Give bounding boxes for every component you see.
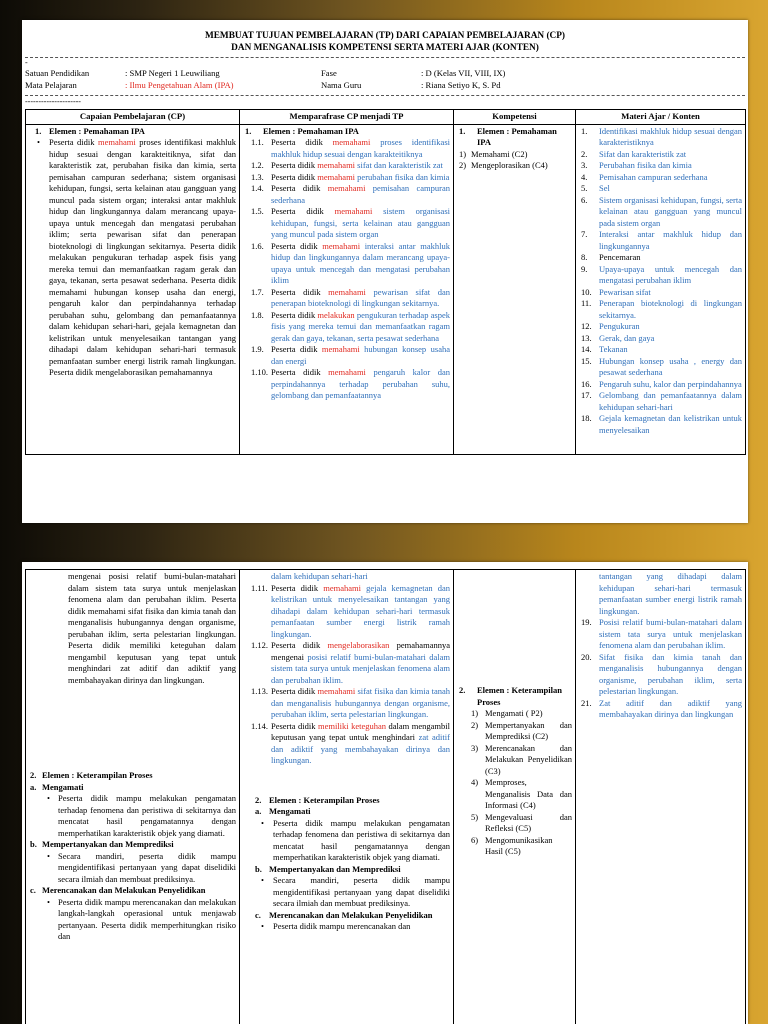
kompetensi-item-number: 2): [459, 160, 467, 170]
tp-continued-text: dalam kehidupan sehari-hari: [271, 571, 368, 581]
materi-item-text: Zat aditif dan adiktif yang membahayakan dirinya dan lingkungan: [599, 697, 742, 719]
tp-item: [243, 344, 450, 367]
materi-item: [579, 379, 742, 391]
cp-cell: [26, 124, 240, 454]
komp-element-2-heading: 2. Elemen : Keterampilan Proses: [459, 685, 562, 707]
tp-item-verb: memahami: [328, 286, 366, 297]
tp-item-text: Peserta didik: [271, 309, 318, 320]
materi-item-text: Sifat fisika dan kimia tanah dan menganalisis hubungannya dengan organisme, perubahan iklim, serta pelestarian lingkungan.: [599, 651, 742, 696]
tp-item-verb: memahami: [317, 171, 356, 182]
tp-item-content: posisi relatif bumi-bulan-matahari dalam sistem tata surya untuk menjelaskan fenomena alam dan perubahan iklim.: [271, 651, 450, 685]
kompetensi-item-text: Mengevaluasi dan Refleksi (C5): [485, 811, 572, 833]
materi-item: [579, 183, 742, 195]
document-meta: [25, 67, 745, 97]
header-materi: Materi Ajar / Konten: [576, 110, 746, 125]
tp-item-text: Peserta didik: [271, 344, 322, 354]
materi-item-text: Upaya-upaya untuk mencegah dan mengatasi perubahan iklim: [599, 263, 742, 285]
materi-item-number: 1.: [581, 125, 588, 136]
fase-label: Fase: [321, 68, 337, 78]
kompetensi-item: [457, 777, 572, 812]
tp-item-verb: memahami: [328, 367, 366, 377]
materi-item-number: 8.: [581, 252, 588, 262]
tp-item-number: 1.13.: [251, 686, 268, 696]
document-page-2: [22, 562, 748, 1024]
tp-item-number: 1.1.: [251, 137, 264, 147]
cp-tp-table: [25, 109, 746, 455]
cp-tp-table-continued: [25, 569, 746, 1024]
cp-paragraph: • Peserta didik memahami proses identifikasi makhluk hidup sesuai dengan karakteitiknya, sifat dan karakteristik zat, perubahan fisika dan kimia, serta pemisahan campuran sederhana; sistem organisasi kehidupan, fungsi, serta kelainan atau gangguan yang muncul pada sistem organ; interaksi antar makhluk hidup dan lingkungannya dalam merancang upaya-upaya untuk mencegah dan mengatasi perubahan iklim; serta pewarisan sifat dan penerapan bioteknologi di lingkungan sekitarnya. Peserta didik melakukan pengukuran terhadap aspek fisis yang mereka temui dan memanfaatkan ragam gerak dan gaya, tekanan, serta pesawat sederhana. Peserta didik memahami hubungan konsep usaha dan energi, pengaruh kalor dan perpindahannya terhadap perubahan suhu, gelombang dan pemanfaatannya dalam kehidupan sehari-hari, gejala kemagnetan dan kelistrikan untuk menyelesaikan tantangan yang dihadapi dalam kehidupan sehari-hari termasuk pemanfaatan sumber energi listrik ramah lingkungan. Peserta didik mengelaborasikan pemahamannya: [37, 137, 236, 377]
tp-item-text: Peserta didik: [271, 160, 318, 170]
tp-item-number: 1.5.: [251, 206, 264, 216]
tp-item-number: 1.4.: [251, 183, 264, 193]
cp-sub-c-text: • Peserta didik mampu merencanakan dan melakukan langkah-langkah operasional untuk menjawab pertanyaan. Peserta didik memperhitungkan risiko dan: [47, 896, 236, 941]
kompetensi-item: [457, 812, 572, 835]
tp-item: [243, 183, 450, 206]
tp-element-2-heading: 2. Elemen : Keterampilan Proses: [255, 794, 380, 805]
materi-item-number: 19.: [581, 617, 592, 627]
kompetensi-item-text: Mempertanyakan dan Memprediksi (C2): [485, 719, 572, 741]
materi-item: [579, 149, 742, 161]
materi-continued-text: tantangan yang dihadapi dalam kehidupan sehari-hari termasuk pemanfaatan sumber energi listrik ramah lingkungan.: [599, 571, 742, 616]
tp-item-verb: memahami: [323, 582, 362, 593]
kompetensi-item-text: Mengeplorasikan (C4): [471, 160, 548, 170]
tp-item-content: sifat dan karakteristik zat: [355, 160, 443, 170]
tp-item-number: 1.10.: [251, 367, 268, 377]
tp-item: [243, 367, 450, 402]
tp-item-text: Peserta didik: [271, 286, 329, 297]
tp-item-number: 1.6.: [251, 240, 264, 251]
tp-item-content: gejala kemagnetan dan kelistrikan untuk menyelesaikan tantangan yang dihadapi dalam kehidupan sehari-hari termasuk pemanfaatan sumber energi listrik ramah lingkungan.: [271, 582, 450, 639]
materi-item-text: Sistem organisasi kehidupan, fungsi, serta kelainan atau gangguan yang muncul pada sistem organ: [599, 194, 742, 228]
materi-item-number: 6.: [581, 194, 588, 205]
tp-item-text: Peserta didik: [271, 240, 323, 251]
materi-item: [579, 264, 742, 287]
tp-item-text: dalam mengambil keputusan yang tepat untuk menghindari: [271, 720, 450, 742]
tp-item-content: hubungan konsep usaha dan energi: [271, 344, 450, 366]
cp-sub-b-text: • Secara mandiri, peserta didik mampu mengidentifikasi pertanyaan yang dapat diselidiki secara ilmiah dan membuat prediksinya.: [47, 850, 236, 884]
kompetensi-list: [457, 149, 572, 172]
tp-sub-b-heading: b. Mempertanyakan dan Memprediksi: [255, 863, 401, 874]
cp-sub-c-heading: c. Merencanakan dan Melakukan Penyelidikan: [30, 885, 206, 895]
materi-item-text: Interaksi antar makhluk hidup dan lingkungannya: [599, 229, 742, 251]
tp-sub-a-text: • Peserta didik mampu melakukan pengamatan terhadap fenomena dan peristiwa di sekitarnya dan mencatat hasil pengamatannya dengan memperhatikan karakteristik objek yang diamati.: [261, 817, 450, 862]
tp-item: [243, 172, 450, 184]
materi-item-text: Pewarisan sifat: [599, 286, 651, 297]
materi-cell: [576, 124, 746, 454]
tp-item-content: perubahan fisika dan kimia: [355, 171, 450, 182]
satuan-label: Satuan Pendidikan: [25, 68, 90, 78]
tp-item-verb: memiliki keteguhan: [317, 720, 387, 731]
materi-item-number: 9.: [581, 263, 588, 274]
tp-item-number: 1.2.: [251, 160, 264, 170]
materi-item-text: Pemisahan campuran sederhana: [599, 171, 708, 182]
kompetensi-item: [457, 160, 572, 172]
materi-item: [579, 698, 742, 721]
tp-item-text: Peserta didik: [271, 686, 318, 696]
materi-item-text: Perubahan fisika dan kimia: [599, 160, 692, 170]
tp-item-content: zat aditif dan adiktif yang membahayakan dirinya dan lingkungan.: [271, 732, 450, 765]
tp-item-verb: memahami: [334, 206, 373, 216]
kompetensi-item: [457, 835, 572, 858]
materi-item-text: Hubungan konsep usaha , energy dan pesawat sederhana: [599, 355, 742, 377]
materi-item-number: 10.: [581, 286, 592, 297]
tp-item-text: pemahamannya mengenai: [271, 640, 450, 662]
document-title: MEMBUAT TUJUAN PEMBELAJARAN (TP) DARI CAPAIAN PEMBELAJARAN (CP) DAN MENGANALISIS KOMPETENSI SERTA MATERI AJAR (KONTEN): [204, 31, 566, 53]
header-cp: Capaian Pembelajaran (CP): [26, 110, 240, 125]
tp-item: [243, 206, 450, 241]
materi-item-number: 11.: [581, 298, 592, 308]
materi-list: [579, 126, 742, 437]
tp-item-content: sistem organisasi kehidupan, fungsi, serta kelainan atau gangguan yang muncul pada sistem organ: [271, 206, 450, 239]
materi-list-continued: [579, 617, 742, 721]
materi-item-number: 18.: [581, 413, 592, 423]
kompetensi-item: [457, 708, 572, 720]
tp-item-text: Peserta didik: [271, 171, 318, 182]
tp-item-verb: memahami: [317, 160, 356, 170]
tp-item: [243, 583, 450, 641]
kompetensi-item-text: Merencanakan dan Melakukan Penyelidikan (C3): [485, 742, 572, 776]
tp-item-content: sifat fisika dan kimia tanah dan menganalisis hubungannya dengan organisme, perubahan iklim, serta pelestarian lingkungan.: [271, 686, 450, 719]
cp-continued-text: mengenai posisi relatif bumi-bulan-matahari dalam sistem tata surya untuk menjelaskan fenomena alam dan perubahan iklim. Peserta didik memahami sifat fisika dan kimia tanah dan menganalisis hubungannya dengan organisme, perubahan iklim, serta pelestarian lingkungan. Peserta didik memiliki keteguhan dalam mengambil keputusan yang tepat untuk menghindari zat aditif dan adiktif yang membahayakan dirinya dan lingkungan.: [68, 571, 236, 685]
kompetensi-item: [457, 149, 572, 161]
tp-item-content: proses identifikasi makhluk hidup sesuai dengan karakteitiknya: [271, 137, 450, 159]
tp-item-verb: memahami: [317, 686, 356, 696]
kompetensi-item: [457, 720, 572, 743]
tp-item-content: interaksi antar makhluk hidup dan lingkungannya dalam merancang upaya-upaya untuk mencegah dan mengatasi perubahan iklim: [271, 240, 450, 285]
materi-item: [579, 333, 742, 345]
kompetensi-item-number: 3): [471, 742, 479, 753]
kompetensi-list-continued: [457, 708, 572, 858]
tp-item-number: 1.8.: [251, 309, 264, 320]
kompetensi-item-number: 6): [471, 834, 479, 845]
tp-item-content: pewarisan sifat dan penerapan bioteknologi di lingkungan sekitarnya.: [271, 286, 450, 308]
tp-item: [243, 160, 450, 172]
tp-sub-a-heading: a. Mengamati: [255, 806, 311, 816]
materi-item-text: Sifat dan karakteristik zat: [599, 148, 687, 159]
tp-item-number: 1.7.: [251, 286, 264, 297]
tp-element-heading: 1. Elemen : Pemahaman IPA: [245, 125, 359, 136]
cp-sub-a-heading: a. Mengamati: [30, 781, 84, 792]
tp-item-number: 1.12.: [251, 640, 268, 650]
materi-item-text: Gerak, dan gaya: [599, 332, 655, 343]
tp-item-verb: memahami: [322, 240, 361, 251]
tp-item-number: 1.11.: [251, 582, 268, 593]
tp-item-verb: memahami: [327, 183, 366, 193]
tp-item: [243, 287, 450, 310]
tp-cell-continued: [240, 570, 454, 1024]
materi-item: [579, 617, 742, 652]
tp-item-content: pemisahan campuran sederhana: [271, 183, 450, 205]
materi-item: [579, 390, 742, 413]
materi-item: [579, 356, 742, 379]
materi-item: [579, 172, 742, 184]
materi-item-text: Pencemaran: [599, 252, 641, 262]
kompetensi-item-number: 5): [471, 811, 479, 822]
materi-item: [579, 229, 742, 252]
tp-item: [243, 137, 450, 160]
materi-item-number: 12.: [581, 321, 592, 331]
tp-list-continued: [243, 583, 450, 767]
kompetensi-item: [457, 743, 572, 778]
tp-list: [243, 137, 450, 402]
tp-item-number: 1.14.: [251, 720, 268, 731]
materi-item-text: Pengaruh suhu, kalor dan perpindahannya: [599, 378, 742, 389]
materi-item-number: 20.: [581, 651, 592, 662]
kompetensi-item-number: 2): [471, 719, 479, 730]
cp-element-2-heading: 2. Elemen : Keterampilan Proses: [30, 770, 153, 780]
cp-cell-continued: [26, 570, 240, 1024]
tp-item: [243, 241, 450, 287]
tp-item-verb: melakukan: [317, 309, 355, 320]
materi-item-text: Sel: [599, 183, 610, 193]
tp-item: [243, 310, 450, 345]
materi-item-text: Identifikasi makhluk hidup sesuai dengan karakteristiknya: [599, 125, 742, 147]
materi-item: [579, 126, 742, 149]
tp-item-text: Peserta didik: [271, 582, 324, 593]
materi-item-number: 15.: [581, 355, 592, 366]
document-page-1: [22, 20, 748, 523]
materi-item-number: 14.: [581, 344, 592, 354]
kompetensi-item-text: Mengomunikasikan Hasil (C5): [485, 834, 553, 856]
materi-item: [579, 287, 742, 299]
materi-item-number: 7.: [581, 229, 588, 239]
materi-item: [579, 252, 742, 264]
tp-sub-b-text: • Secara mandiri, peserta didik mampu mengidentifikasi pertanyaan yang dapat diselidiki secara ilmiah dan membuat prediksinya.: [261, 875, 450, 908]
kompetensi-item-text: Mengamati ( P2): [485, 708, 543, 718]
materi-item: [579, 413, 742, 436]
komp-element-heading: 1. Elemen : Pemahaman IPA: [459, 125, 557, 147]
materi-item: [579, 195, 742, 230]
kompetensi-cell-continued: [454, 570, 576, 1024]
kompetensi-item-text: Memproses, Menganalisis Data dan Informasi (C4): [485, 777, 572, 810]
dash-fragment: ---------------------: [25, 97, 81, 106]
materi-item: [579, 652, 742, 698]
fase-value: : D (Kelas VII, VIII, IX): [421, 68, 506, 78]
mapel-label: Mata Pelajaran: [25, 80, 77, 90]
materi-item-text: Gelombang dan pemanfaatannya dalam kehidupan sehari-hari: [599, 390, 742, 412]
tp-item: [243, 640, 450, 686]
cp-sub-a-text: • Peserta didik mampu melakukan pengamatan terhadap fenomena dan peristiwa di sekitarnya dan mencatat hasil pengamatannya dengan memperhatikan karakteristik objek yang diamati.: [47, 793, 236, 838]
tp-item-verb: memahami: [332, 137, 371, 147]
materi-item-text: Tekanan: [599, 344, 628, 354]
tp-item-text: Peserta didik: [271, 720, 318, 731]
materi-item-number: 16.: [581, 378, 592, 389]
mapel-value: : Ilmu Pengetahuan Alam (IPA): [125, 80, 234, 90]
kompetensi-item-number: 1): [459, 148, 467, 159]
tp-item: [243, 721, 450, 767]
tp-item: [243, 686, 450, 721]
materi-item-number: 3.: [581, 160, 588, 170]
header-tp: Memparafrase CP menjadi TP: [240, 110, 454, 125]
tp-item-text: Peserta didik: [271, 640, 328, 650]
kompetensi-cell: [454, 124, 576, 454]
tp-item-text: Peserta didik: [271, 137, 333, 147]
materi-item-number: 5.: [581, 183, 588, 193]
kompetensi-item-number: 4): [471, 777, 479, 787]
cp-element-heading: 1. Elemen : Pemahaman IPA: [35, 125, 145, 136]
dash-fragment: -: [25, 58, 28, 67]
tp-item-content: pengukuran terhadap aspek fisis yang mereka temui dan memanfaatkan ragam gerak dan gaya, tekanan, serta pesawat sederhana: [271, 309, 450, 343]
kompetensi-item-number: 1): [471, 708, 479, 718]
materi-item-number: 4.: [581, 171, 588, 182]
materi-item-number: 2.: [581, 148, 588, 159]
header-kompetensi: Kompetensi: [454, 110, 576, 125]
tp-item-text: Peserta didik: [271, 206, 335, 216]
tp-item-text: Peserta didik: [271, 183, 328, 193]
tp-sub-c-text: • Peserta didik mampu merencanakan dan: [261, 921, 411, 931]
guru-value: : Riana Setiyo K, S. Pd: [421, 80, 501, 90]
tp-cell: [240, 124, 454, 454]
satuan-value: : SMP Negeri 1 Leuwiliang: [125, 68, 220, 78]
materi-cell-continued: [576, 570, 746, 1024]
materi-item: [579, 298, 742, 321]
tp-item-text: Peserta didik: [271, 367, 329, 377]
materi-item-number: 21.: [581, 697, 592, 708]
guru-label: Nama Guru: [321, 80, 362, 90]
materi-item-text: Pengukuran: [599, 321, 640, 331]
materi-item-text: Penerapan bioteknologi di lingkungan sekitarnya.: [599, 298, 742, 320]
materi-item-number: 13.: [581, 332, 592, 343]
materi-item-text: Posisi relatif bumi-bulan-matahari dalam sistem tata surya untuk menjelaskan fenomena alam dan perubahan iklim.: [599, 617, 742, 650]
materi-item-text: Gejala kemagnetan dan kelistrikan untuk menyelesaikan: [599, 413, 742, 435]
kompetensi-item-text: Memahami (C2): [471, 148, 528, 159]
tp-sub-c-heading: c. Merencanakan dan Melakukan Penyelidikan: [255, 909, 433, 920]
tp-item-number: 1.3.: [251, 171, 264, 182]
tp-item-content: pengaruh kalor dan perpindahannya terhadap perubahan suhu, gelombang dan pemanfaatannya: [271, 367, 450, 400]
tp-item-verb: mengelaborasikan: [327, 640, 390, 650]
cp-sub-b-heading: b. Mempertanyakan dan Memprediksi: [30, 839, 174, 849]
materi-item-number: 17.: [581, 390, 592, 400]
materi-item: [579, 321, 742, 333]
materi-item: [579, 160, 742, 172]
tp-item-number: 1.9.: [251, 344, 264, 354]
tp-item-verb: memahami: [321, 344, 360, 354]
materi-item: [579, 344, 742, 356]
